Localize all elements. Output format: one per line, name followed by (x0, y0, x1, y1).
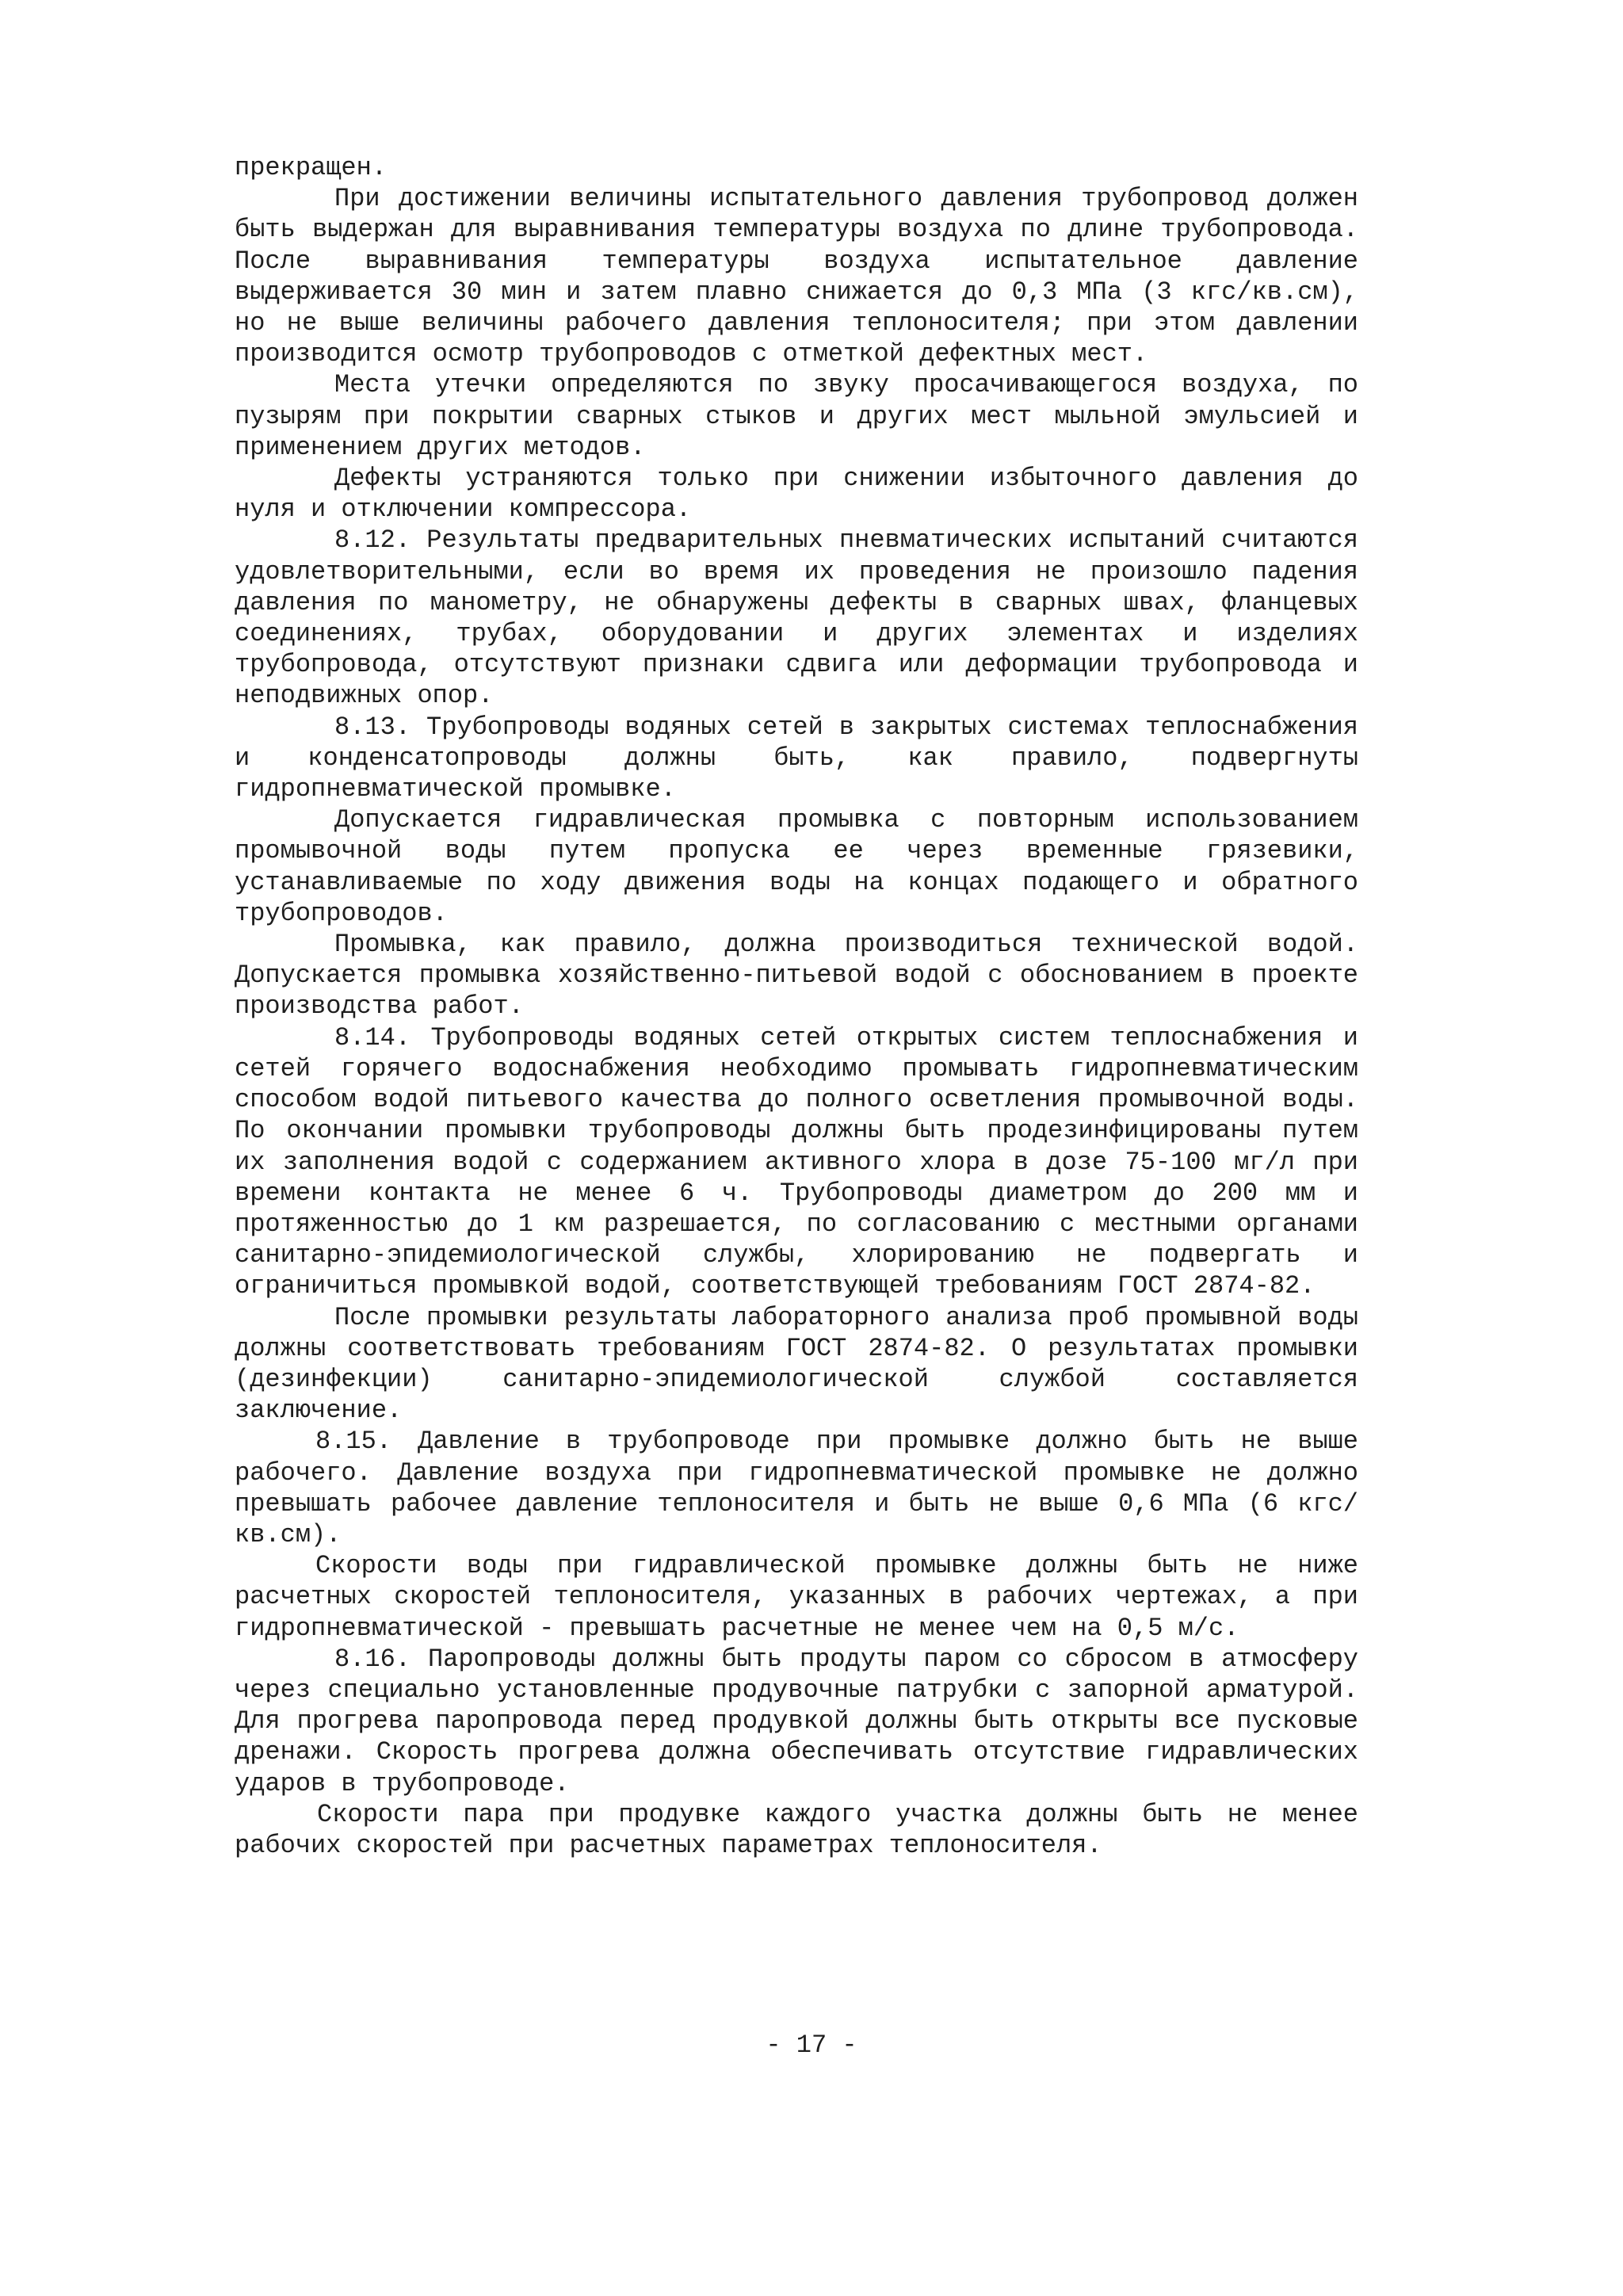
paragraph-hydraulic-flush: Допускается гидравлическая промывка с повторным использованием промывочной воды путем пропуска ее через временные грязевики, устанавливаемые по ходу движения воды на концах подающего и обратного трубопроводов. (235, 805, 1358, 928)
paragraph-leak-detection: Места утечки определяются по звуку просачивающегося воздуха, по пузырям при покрытии сварных стыков и других мест мыльной эмульсией и применением других методов. (235, 370, 1358, 462)
paragraph-8-16: 8.16. Паропроводы должны быть продуты паром со сбросом в атмосферу через специально установленные продувочные патрубки с запорной арматурой. Для прогрева паропровода перед продувкой должны быть открыты все пусковые дренажи. Скорость прогрева должна обеспечивать отсутствие гидравлических ударов в трубопроводе. (235, 1644, 1358, 1798)
paragraph-technical-water: Промывка, как правило, должна производиться технической водой. Допускается промывка хозяйственно-питьевой водой с обоснованием в проекте производства работ. (235, 930, 1358, 1022)
paragraph-defects: Дефекты устраняются только при снижении избыточного давления до нуля и отключении компрессора. (235, 464, 1358, 525)
paragraph-lab-analysis: После промывки результаты лабораторного анализа проб промывной воды должны соответствовать требованиям ГОСТ 2874-82. О результатах промывки (дезинфекции) санитарно-эпидемиологической службой составляется заключение. (235, 1302, 1358, 1426)
body-text (235, 152, 1358, 1861)
paragraph-test-pressure: При достижении величины испытательного давления трубопровод должен быть выдержан для выравнивания температуры воздуха по длине трубопровода. После выравнивания температуры воздуха испытательное давление выдерживается 30 мин и затем плавно снижается до 0,3 МПа (3 кгс/кв.см), но не выше величины рабочего давления теплоносителя; при этом давлении производится осмотр трубопроводов с отметкой дефектных мест. (235, 184, 1358, 369)
paragraph-8-14: 8.14. Трубопроводы водяных сетей открытых систем теплоснабжения и сетей горячего водоснабжения необходимо промывать гидропневматическим способом водой питьевого качества до полного осветления промывочной воды. По окончании промывки трубопроводы должны быть продезинфицированы путем их заполнения водой с содержанием активного хлора в дозе 75-100 мг/л при времени контакта не менее 6 ч. Трубопроводы диаметром до 200 мм и протяженностью до 1 км разрешается, по согласованию с местными органами санитарно-эпидемиологической службы, хлорированию не подвергать и ограничиться промывкой водой, соответствующей требованиям ГОСТ 2874-82. (235, 1022, 1358, 1301)
paragraph-continuation: прекращен. (235, 153, 388, 182)
paragraph-water-velocity: Скорости воды при гидравлической промывке должны быть не ниже расчетных скоростей теплоносителя, указанных в рабочих чертежах, а при гидропневматической - превышать расчетные не менее чем на 0,5 м/с. (235, 1551, 1358, 1643)
paragraph-8-12: 8.12. Результаты предварительных пневматических испытаний считаются удовлетворительными, если во время их проведения не произошло падения давления по манометру, не обнаружены дефекты в сварных швах, фланцевых соединениях, трубах, оборудовании и других элементах и изделиях трубопровода, отсутствуют признаки сдвига или деформации трубопровода и неподвижных опор. (235, 525, 1358, 711)
paragraph-8-13: 8.13. Трубопроводы водяных сетей в закрытых системах теплоснабжения и конденсатопроводы должны быть, как правило, подвергнуты гидропневматической промывке. (235, 712, 1358, 804)
paragraph-8-15: 8.15. Давление в трубопроводе при промывке должно быть не выше рабочего. Давление воздуха при гидропневматической промывке не должно превышать рабочее давление теплоносителя и быть не выше 0,6 МПа (6 кгс/кв.см). (235, 1427, 1358, 1549)
page-number: - 17 - (766, 2030, 857, 2060)
paragraph-steam-velocity: Скорости пара при продувке каждого участка должны быть не менее рабочих скоростей при расчетных параметрах теплоносителя. (235, 1799, 1358, 1860)
